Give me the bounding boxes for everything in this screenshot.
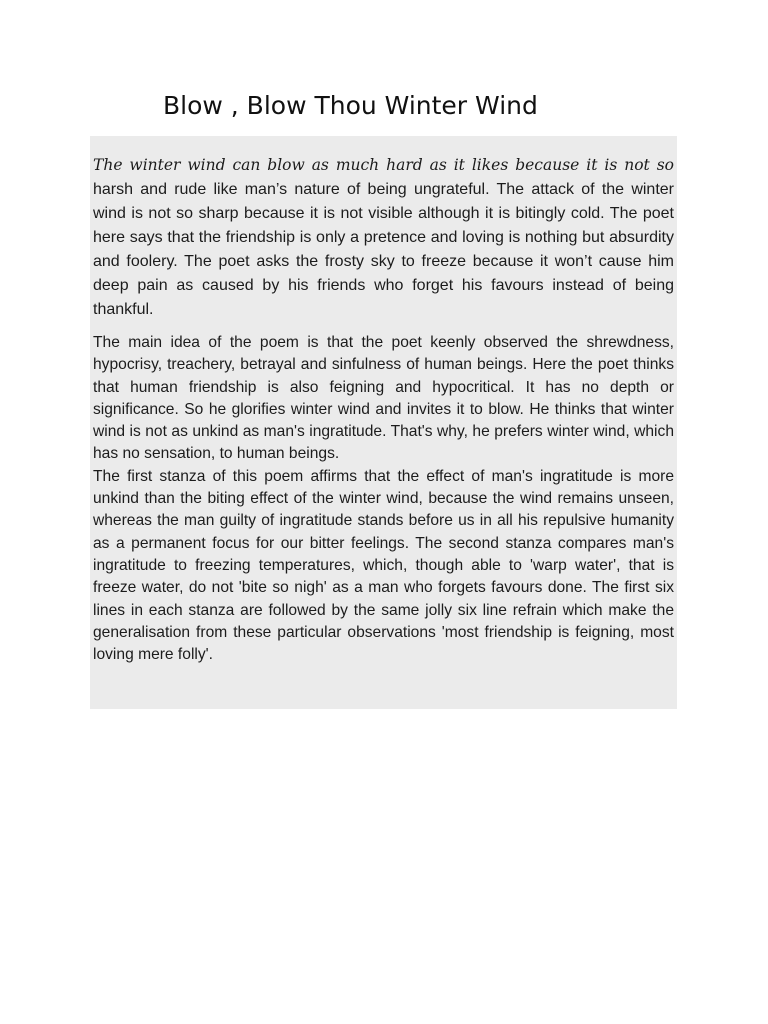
content-box — [90, 136, 677, 709]
paragraph-3: The first stanza of this poem affirms that the effect of man's ingratitude is more unkind than the biting effect of the winter wind, because the wind remains unseen, whereas the man guilty of ingratitude stands before us in all his repulsive humanity as a permanent focus for our bitter feelings. The second stanza compares man's ingratitude to freezing temperatures, which, though able to 'warp water', that is freeze water, do not 'bite so nigh' as a man who forgets favours done. The first six lines in each stanza are followed by the same jolly six line refrain which make the generalisation from these particular observations 'most friendship is feigning, most loving mere folly'. — [93, 467, 674, 664]
page-title: Blow , Blow Thou Winter Wind — [163, 91, 538, 120]
paragraph-1-lead: The winter wind can blow as much hard as it likes because it is not so — [93, 156, 674, 174]
paragraph-2: The main idea of the poem is that the poet keenly observed the shrewdness, hypocrisy, treachery, betrayal and sinfulness of human beings. Here the poet thinks that human friendship is also feigning and hypocritical. It has no depth or significance. So he glorifies winter wind and invites it to blow. He thinks that winter wind is not as unkind as man's ingratitude. That's why, he prefers winter wind, which has no sensation, to human beings. — [93, 334, 674, 463]
paragraph-1 — [93, 153, 674, 322]
paragraph-1-text: harsh and rude like man’s nature of being ungrateful. The attack of the winter wind is not so sharp because it is not visible although it is bitingly cold. The poet here says that the friendship is only a pretence and loving is nothing but absurdity and foolery. The poet asks the frosty sky to freeze because it won’t cause him deep pain as caused by his friends who forget his favours instead of being thankful. — [93, 181, 674, 318]
